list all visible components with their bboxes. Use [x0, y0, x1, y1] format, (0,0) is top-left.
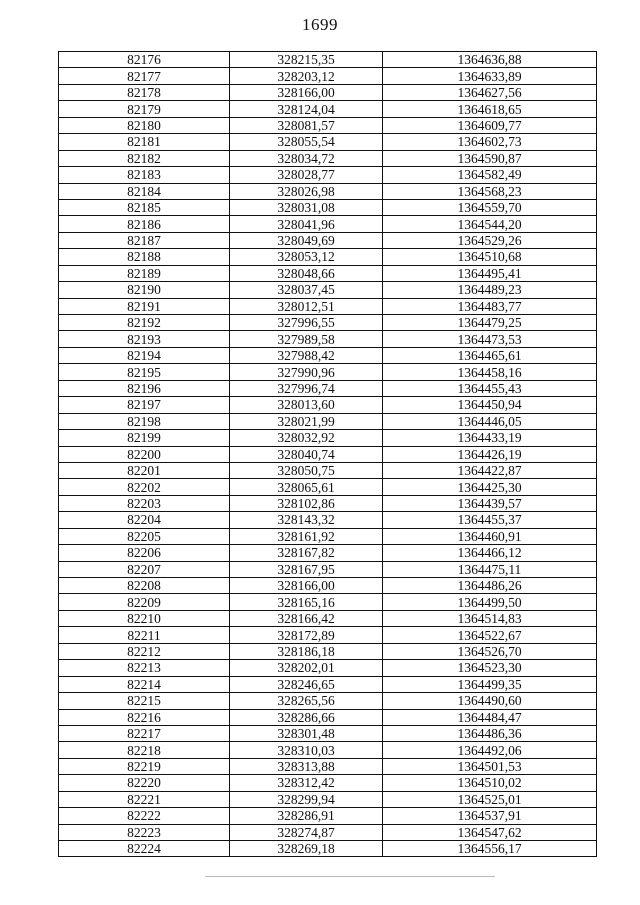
- y-coordinate-cell: 1364501,53: [383, 758, 597, 774]
- y-coordinate-cell: 1364522,67: [383, 627, 597, 643]
- y-coordinate-cell: 1364492,06: [383, 742, 597, 758]
- point-number-cell: 82213: [59, 660, 230, 676]
- table-row: [59, 709, 597, 725]
- point-number-cell: 82215: [59, 693, 230, 709]
- y-coordinate-cell: 1364525,01: [383, 791, 597, 807]
- table-row: [59, 725, 597, 741]
- table-row: [59, 331, 597, 347]
- table-row: [59, 693, 597, 709]
- y-coordinate-cell: 1364609,77: [383, 117, 597, 133]
- y-coordinate-cell: 1364537,91: [383, 808, 597, 824]
- x-coordinate-cell: 328203,12: [230, 68, 383, 84]
- x-coordinate-cell: 328021,99: [230, 413, 383, 429]
- point-number-cell: 82196: [59, 380, 230, 396]
- y-coordinate-cell: 1364618,65: [383, 101, 597, 117]
- y-coordinate-cell: 1364479,25: [383, 315, 597, 331]
- y-coordinate-cell: 1364439,57: [383, 495, 597, 511]
- x-coordinate-cell: 327996,55: [230, 315, 383, 331]
- x-coordinate-cell: 328031,08: [230, 199, 383, 215]
- x-coordinate-cell: 328167,82: [230, 545, 383, 561]
- y-coordinate-cell: 1364455,37: [383, 512, 597, 528]
- footer-divider: [205, 876, 495, 877]
- coordinates-table: [58, 51, 597, 857]
- x-coordinate-cell: 328026,98: [230, 183, 383, 199]
- x-coordinate-cell: 328049,69: [230, 232, 383, 248]
- x-coordinate-cell: 328313,88: [230, 758, 383, 774]
- y-coordinate-cell: 1364426,19: [383, 446, 597, 462]
- point-number-cell: 82187: [59, 232, 230, 248]
- point-number-cell: 82197: [59, 397, 230, 413]
- y-coordinate-cell: 1364433,19: [383, 430, 597, 446]
- y-coordinate-cell: 1364602,73: [383, 134, 597, 150]
- table-row: [59, 446, 597, 462]
- point-number-cell: 82203: [59, 495, 230, 511]
- x-coordinate-cell: 328166,42: [230, 610, 383, 626]
- x-coordinate-cell: 328166,00: [230, 84, 383, 100]
- y-coordinate-cell: 1364425,30: [383, 479, 597, 495]
- x-coordinate-cell: 328055,54: [230, 134, 383, 150]
- x-coordinate-cell: 328299,94: [230, 791, 383, 807]
- x-coordinate-cell: 328215,35: [230, 52, 383, 68]
- y-coordinate-cell: 1364568,23: [383, 183, 597, 199]
- x-coordinate-cell: 328310,03: [230, 742, 383, 758]
- point-number-cell: 82221: [59, 791, 230, 807]
- table-row: [59, 758, 597, 774]
- x-coordinate-cell: 328028,77: [230, 167, 383, 183]
- point-number-cell: 82180: [59, 117, 230, 133]
- table-row: [59, 249, 597, 265]
- point-number-cell: 82222: [59, 808, 230, 824]
- point-number-cell: 82182: [59, 150, 230, 166]
- table-row: [59, 397, 597, 413]
- table-row: [59, 150, 597, 166]
- table-row: [59, 315, 597, 331]
- table-row: [59, 808, 597, 824]
- y-coordinate-cell: 1364455,43: [383, 380, 597, 396]
- y-coordinate-cell: 1364559,70: [383, 199, 597, 215]
- table-row: [59, 101, 597, 117]
- point-number-cell: 82193: [59, 331, 230, 347]
- point-number-cell: 82183: [59, 167, 230, 183]
- y-coordinate-cell: 1364514,83: [383, 610, 597, 626]
- point-number-cell: 82224: [59, 841, 230, 857]
- table-row: [59, 561, 597, 577]
- x-coordinate-cell: 328143,32: [230, 512, 383, 528]
- y-coordinate-cell: 1364484,47: [383, 709, 597, 725]
- y-coordinate-cell: 1364460,91: [383, 528, 597, 544]
- point-number-cell: 82181: [59, 134, 230, 150]
- x-coordinate-cell: 328012,51: [230, 298, 383, 314]
- point-number-cell: 82191: [59, 298, 230, 314]
- x-coordinate-cell: 327990,96: [230, 364, 383, 380]
- x-coordinate-cell: 328186,18: [230, 643, 383, 659]
- point-number-cell: 82186: [59, 216, 230, 232]
- table-row: [59, 183, 597, 199]
- table-row: [59, 347, 597, 363]
- point-number-cell: 82190: [59, 282, 230, 298]
- table-row: [59, 824, 597, 840]
- x-coordinate-cell: 327996,74: [230, 380, 383, 396]
- y-coordinate-cell: 1364633,89: [383, 68, 597, 84]
- y-coordinate-cell: 1364465,61: [383, 347, 597, 363]
- y-coordinate-cell: 1364526,70: [383, 643, 597, 659]
- point-number-cell: 82177: [59, 68, 230, 84]
- x-coordinate-cell: 328032,92: [230, 430, 383, 446]
- page-number: 1699: [302, 15, 338, 34]
- table-row: [59, 364, 597, 380]
- point-number-cell: 82194: [59, 347, 230, 363]
- point-number-cell: 82195: [59, 364, 230, 380]
- point-number-cell: 82214: [59, 676, 230, 692]
- point-number-cell: 82185: [59, 199, 230, 215]
- point-number-cell: 82200: [59, 446, 230, 462]
- y-coordinate-cell: 1364499,35: [383, 676, 597, 692]
- x-coordinate-cell: 328202,01: [230, 660, 383, 676]
- y-coordinate-cell: 1364582,49: [383, 167, 597, 183]
- x-coordinate-cell: 328102,86: [230, 495, 383, 511]
- y-coordinate-cell: 1364422,87: [383, 462, 597, 478]
- point-number-cell: 82176: [59, 52, 230, 68]
- y-coordinate-cell: 1364486,36: [383, 725, 597, 741]
- point-number-cell: 82184: [59, 183, 230, 199]
- table-row: [59, 841, 597, 857]
- x-coordinate-cell: 328081,57: [230, 117, 383, 133]
- x-coordinate-cell: 328053,12: [230, 249, 383, 265]
- point-number-cell: 82219: [59, 758, 230, 774]
- x-coordinate-cell: 328286,66: [230, 709, 383, 725]
- table-row: [59, 298, 597, 314]
- table-row: [59, 117, 597, 133]
- y-coordinate-cell: 1364486,26: [383, 578, 597, 594]
- point-number-cell: 82208: [59, 578, 230, 594]
- table-row: [59, 413, 597, 429]
- point-number-cell: 82189: [59, 265, 230, 281]
- y-coordinate-cell: 1364547,62: [383, 824, 597, 840]
- table-row: [59, 742, 597, 758]
- point-number-cell: 82223: [59, 824, 230, 840]
- point-number-cell: 82211: [59, 627, 230, 643]
- y-coordinate-cell: 1364499,50: [383, 594, 597, 610]
- table-row: [59, 594, 597, 610]
- y-coordinate-cell: 1364475,11: [383, 561, 597, 577]
- table-row: [59, 676, 597, 692]
- y-coordinate-cell: 1364489,23: [383, 282, 597, 298]
- table-row: [59, 199, 597, 215]
- y-coordinate-cell: 1364510,68: [383, 249, 597, 265]
- table-row: [59, 462, 597, 478]
- point-number-cell: 82192: [59, 315, 230, 331]
- point-number-cell: 82204: [59, 512, 230, 528]
- x-coordinate-cell: 328124,04: [230, 101, 383, 117]
- x-coordinate-cell: 328161,92: [230, 528, 383, 544]
- x-coordinate-cell: 328065,61: [230, 479, 383, 495]
- x-coordinate-cell: 328040,74: [230, 446, 383, 462]
- point-number-cell: 82201: [59, 462, 230, 478]
- x-coordinate-cell: 328246,65: [230, 676, 383, 692]
- table-row: [59, 660, 597, 676]
- table-row: [59, 265, 597, 281]
- table-row: [59, 232, 597, 248]
- point-number-cell: 82179: [59, 101, 230, 117]
- table-row: [59, 52, 597, 68]
- point-number-cell: 82198: [59, 413, 230, 429]
- y-coordinate-cell: 1364544,20: [383, 216, 597, 232]
- y-coordinate-cell: 1364450,94: [383, 397, 597, 413]
- y-coordinate-cell: 1364483,77: [383, 298, 597, 314]
- x-coordinate-cell: 328286,91: [230, 808, 383, 824]
- point-number-cell: 82209: [59, 594, 230, 610]
- y-coordinate-cell: 1364523,30: [383, 660, 597, 676]
- y-coordinate-cell: 1364446,05: [383, 413, 597, 429]
- point-number-cell: 82210: [59, 610, 230, 626]
- point-number-cell: 82199: [59, 430, 230, 446]
- point-number-cell: 82178: [59, 84, 230, 100]
- table-row: [59, 512, 597, 528]
- x-coordinate-cell: 328274,87: [230, 824, 383, 840]
- table-row: [59, 84, 597, 100]
- table-row: [59, 68, 597, 84]
- x-coordinate-cell: 328166,00: [230, 578, 383, 594]
- table-row: [59, 791, 597, 807]
- y-coordinate-cell: 1364458,16: [383, 364, 597, 380]
- table-row: [59, 380, 597, 396]
- x-coordinate-cell: 328269,18: [230, 841, 383, 857]
- point-number-cell: 82188: [59, 249, 230, 265]
- coordinates-table-body: [59, 52, 597, 857]
- point-number-cell: 82212: [59, 643, 230, 659]
- point-number-cell: 82220: [59, 775, 230, 791]
- y-coordinate-cell: 1364510,02: [383, 775, 597, 791]
- table-row: [59, 479, 597, 495]
- point-number-cell: 82216: [59, 709, 230, 725]
- x-coordinate-cell: 328037,45: [230, 282, 383, 298]
- x-coordinate-cell: 328041,96: [230, 216, 383, 232]
- y-coordinate-cell: 1364636,88: [383, 52, 597, 68]
- point-number-cell: 82218: [59, 742, 230, 758]
- point-number-cell: 82205: [59, 528, 230, 544]
- y-coordinate-cell: 1364590,87: [383, 150, 597, 166]
- table-row: [59, 167, 597, 183]
- y-coordinate-cell: 1364490,60: [383, 693, 597, 709]
- x-coordinate-cell: 328167,95: [230, 561, 383, 577]
- table-row: [59, 610, 597, 626]
- x-coordinate-cell: 328048,66: [230, 265, 383, 281]
- y-coordinate-cell: 1364627,56: [383, 84, 597, 100]
- x-coordinate-cell: 328013,60: [230, 397, 383, 413]
- x-coordinate-cell: 327988,42: [230, 347, 383, 363]
- x-coordinate-cell: 328312,42: [230, 775, 383, 791]
- point-number-cell: 82207: [59, 561, 230, 577]
- y-coordinate-cell: 1364495,41: [383, 265, 597, 281]
- table-row: [59, 545, 597, 561]
- x-coordinate-cell: 328172,89: [230, 627, 383, 643]
- table-row: [59, 627, 597, 643]
- table-row: [59, 578, 597, 594]
- point-number-cell: 82206: [59, 545, 230, 561]
- x-coordinate-cell: 327989,58: [230, 331, 383, 347]
- table-row: [59, 282, 597, 298]
- x-coordinate-cell: 328050,75: [230, 462, 383, 478]
- table-row: [59, 775, 597, 791]
- point-number-cell: 82202: [59, 479, 230, 495]
- y-coordinate-cell: 1364529,26: [383, 232, 597, 248]
- y-coordinate-cell: 1364473,53: [383, 331, 597, 347]
- x-coordinate-cell: 328265,56: [230, 693, 383, 709]
- x-coordinate-cell: 328034,72: [230, 150, 383, 166]
- y-coordinate-cell: 1364466,12: [383, 545, 597, 561]
- table-row: [59, 495, 597, 511]
- point-number-cell: 82217: [59, 725, 230, 741]
- table-row: [59, 528, 597, 544]
- y-coordinate-cell: 1364556,17: [383, 841, 597, 857]
- table-row: [59, 216, 597, 232]
- x-coordinate-cell: 328165,16: [230, 594, 383, 610]
- x-coordinate-cell: 328301,48: [230, 725, 383, 741]
- table-row: [59, 430, 597, 446]
- table-row: [59, 134, 597, 150]
- table-row: [59, 643, 597, 659]
